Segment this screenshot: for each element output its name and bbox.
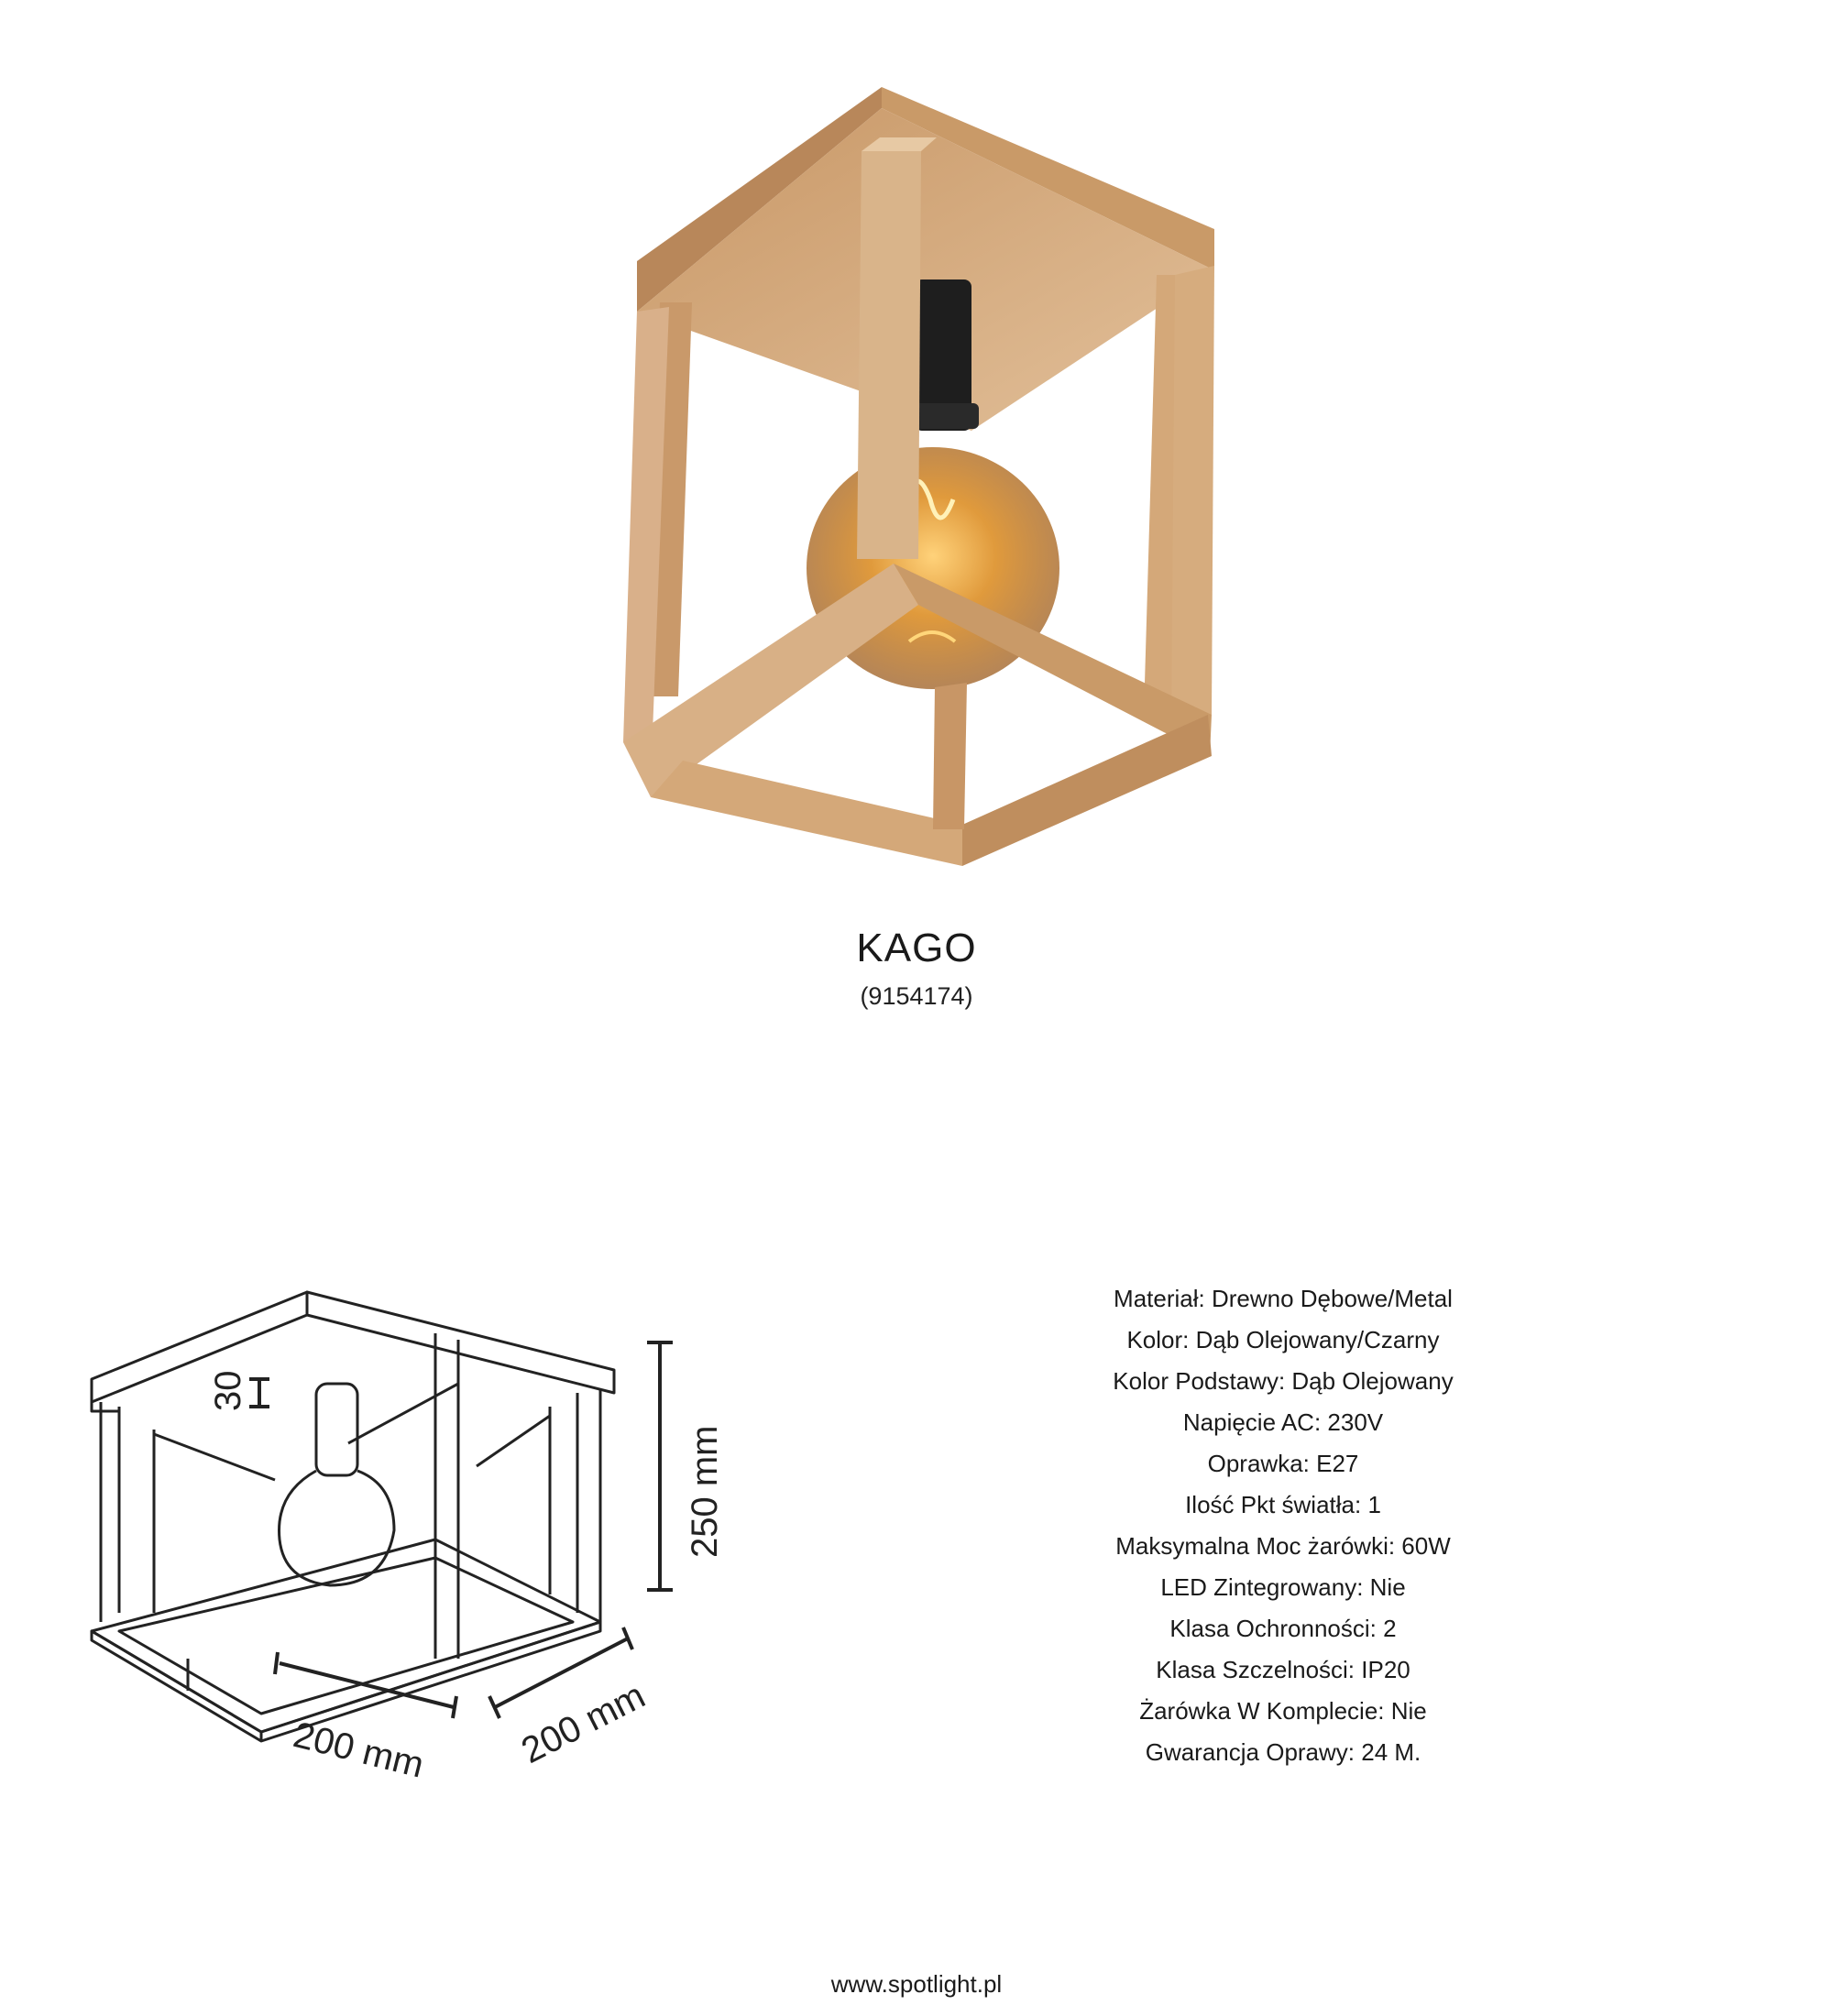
lamp-line-drawing [92,1292,614,1741]
height-label: 250 mm [685,1425,725,1558]
depth-label: 200 mm [515,1675,652,1772]
dimension-drawing [0,1228,825,1814]
spec-item: Gwarancja Oprawy: 24 M. [1145,1738,1421,1766]
spec-item: Materiał: Drewno Dębowe/Metal [1114,1285,1453,1312]
spec-item: Klasa Ochronności: 2 [1169,1615,1397,1642]
spec-list [1008,1278,1558,1773]
width-label: 200 mm [289,1715,428,1786]
spec-item: Klasa Szczelności: IP20 [1156,1656,1410,1683]
spec-item: Kolor Podstawy: Dąb Olejowany [1113,1367,1454,1395]
lamp-photo-image [623,87,1214,866]
website-url: www.spotlight.pl [830,1970,1003,1998]
spec-item: Ilość Pkt światła: 1 [1185,1491,1381,1518]
spec-item: Kolor: Dąb Olejowany/Czarny [1126,1326,1440,1353]
height-dimension [647,1342,673,1590]
product-name: KAGO [856,926,977,970]
base-height-label: 30 [208,1370,248,1411]
product-code: (9154174) [860,982,973,1010]
spec-item: LED Zintegrowany: Nie [1160,1573,1406,1601]
spec-item: Maksymalna Moc żarówki: 60W [1115,1532,1451,1560]
spec-item: Żarówka W Komplecie: Nie [1139,1697,1427,1725]
base-height-dimension [249,1379,269,1407]
spec-item: Oprawka: E27 [1207,1450,1359,1477]
spec-item: Napięcie AC: 230V [1182,1408,1384,1436]
product-photo [0,0,1833,880]
